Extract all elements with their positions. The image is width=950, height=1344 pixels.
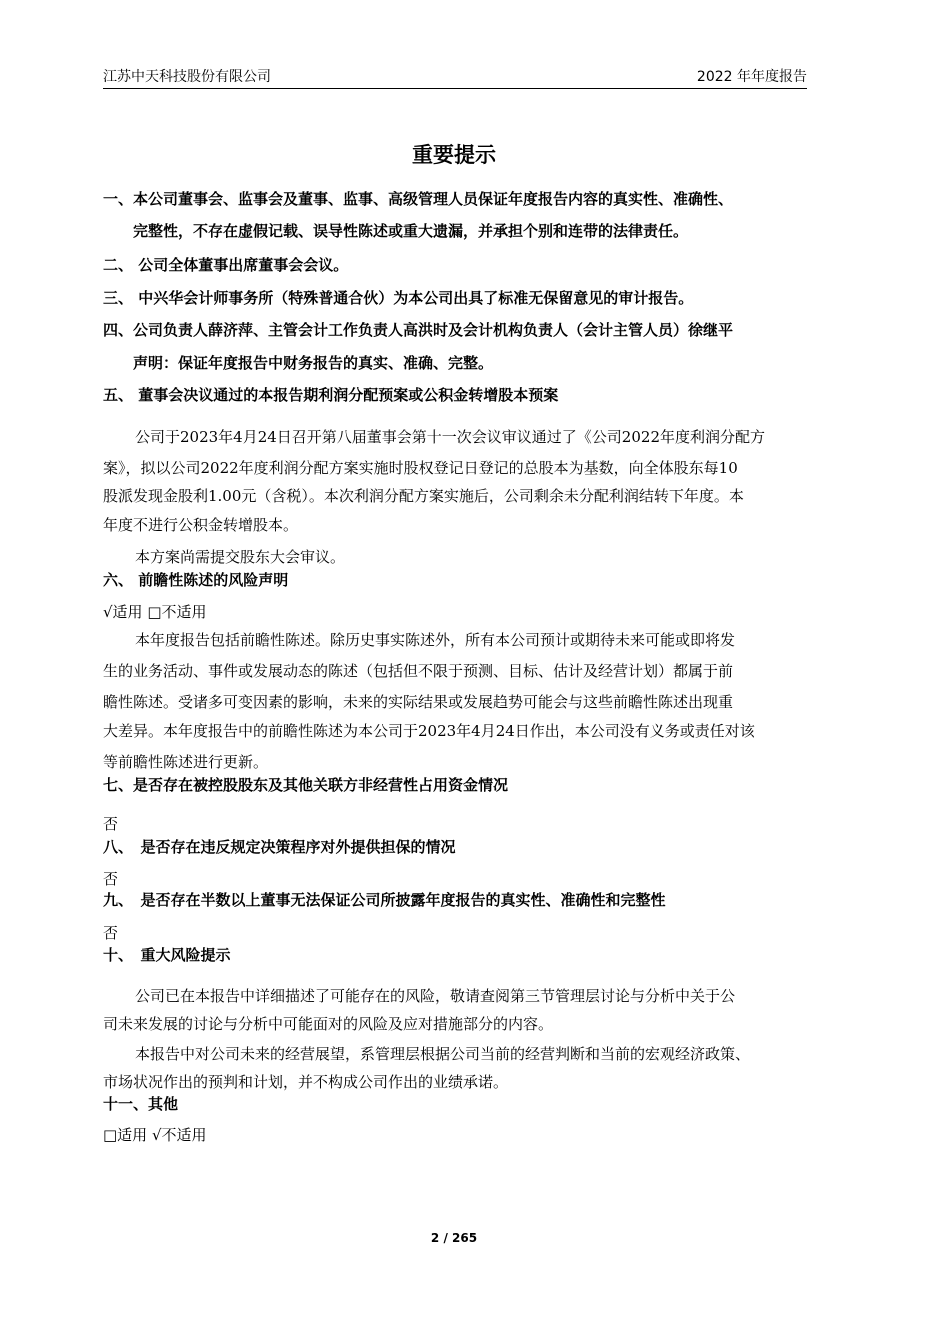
item-6-paragraph-line-2: 生的业务活动、事件或发展动态的陈述（包括但不限于预测、目标、估计及经营计划）都属于前 bbox=[103, 662, 734, 680]
item-5-paragraph-line-2: 案》，拟以公司2022年度利润分配方案实施时股权登记日登记的总股本为基数，向全体股东每10 bbox=[103, 459, 738, 477]
item-5-heading: 五、 董事会决议通过的本报告期利润分配预案或公积金转增股本预案 bbox=[103, 386, 559, 404]
item-5-paragraph-line-3: 股派发现金股利1.00元（含税）。本次利润分配方案实施后，公司剩余未分配利润结转下年度。本 bbox=[103, 487, 744, 505]
page-title: 重要提示 bbox=[412, 143, 496, 167]
item-10-paragraph-line-1: 公司已在本报告中详细描述了可能存在的风险，敬请查阅第三节管理层讨论与分析中关于公 bbox=[135, 987, 736, 1005]
item-1-line-1: 一、本公司董事会、监事会及董事、监事、高级管理人员保证年度报告内容的真实性、准确性、 bbox=[103, 190, 734, 208]
header-company: 江苏中天科技股份有限公司 bbox=[103, 69, 271, 85]
header-divider bbox=[103, 88, 807, 89]
item-9-heading: 九、 是否存在半数以上董事无法保证公司所披露年度报告的真实性、准确性和完整性 bbox=[103, 891, 666, 909]
item-7-answer: 否 bbox=[103, 815, 119, 833]
item-9-answer: 否 bbox=[103, 924, 119, 942]
item-8-answer: 否 bbox=[103, 870, 119, 888]
item-6-paragraph-line-1: 本年度报告包括前瞻性陈述。除历史事实陈述外，所有本公司预计或期待未来可能或即将发 bbox=[135, 631, 736, 649]
item-11-applicability: □适用 √不适用 bbox=[103, 1126, 207, 1144]
item-10-paragraph-line-3: 本报告中对公司未来的经营展望，系管理层根据公司当前的经营判断和当前的宏观经济政策、 bbox=[135, 1045, 751, 1063]
item-5-paragraph-line-4: 年度不进行公积金转增股本。 bbox=[103, 516, 299, 534]
item-10-paragraph-line-2: 司未来发展的讨论与分析中可能面对的风险及应对措施部分的内容。 bbox=[103, 1015, 554, 1033]
item-7-heading: 七、是否存在被控股股东及其他关联方非经营性占用资金情况 bbox=[103, 776, 509, 794]
item-1-line-2: 完整性，不存在虚假记载、误导性陈述或重大遗漏，并承担个别和连带的法律责任。 bbox=[133, 222, 689, 240]
item-6-paragraph-line-4: 大差异。本年度报告中的前瞻性陈述为本公司于2023年4月24日作出，本公司没有义务或责任对该 bbox=[103, 722, 755, 740]
item-5-paragraph-line-5: 本方案尚需提交股东大会审议。 bbox=[135, 548, 346, 566]
item-8-heading: 八、 是否存在违反规定决策程序对外提供担保的情况 bbox=[103, 838, 456, 856]
item-4-line-1: 四、公司负责人薛济萍、主管会计工作负责人高洪时及会计机构负责人（会计主管人员）徐继平 bbox=[103, 321, 734, 339]
page-number: 2 / 265 bbox=[430, 1231, 478, 1245]
item-10-heading: 十、 重大风险提示 bbox=[103, 946, 231, 964]
item-6-heading: 六、 前瞻性陈述的风险声明 bbox=[103, 571, 289, 589]
item-5-paragraph-line-1: 公司于2023年4月24日召开第八届董事会第十一次会议审议通过了《公司2022年度利润分配方 bbox=[135, 428, 765, 446]
header-report-title: 2022 年年度报告 bbox=[696, 69, 807, 85]
item-6-paragraph-line-5: 等前瞻性陈述进行更新。 bbox=[103, 753, 269, 771]
item-2: 二、 公司全体董事出席董事会会议。 bbox=[103, 256, 349, 274]
item-3: 三、 中兴华会计师事务所（特殊普通合伙）为本公司出具了标准无保留意见的审计报告。 bbox=[103, 289, 694, 307]
item-11-heading: 十一、其他 bbox=[103, 1095, 179, 1113]
item-6-applicability: √适用 □不适用 bbox=[103, 603, 207, 621]
item-6-paragraph-line-3: 瞻性陈述。受诸多可变因素的影响，未来的实际结果或发展趋势可能会与这些前瞻性陈述出现重 bbox=[103, 693, 734, 711]
item-10-paragraph-line-4: 市场状况作出的预判和计划，并不构成公司作出的业绩承诺。 bbox=[103, 1073, 509, 1091]
item-4-line-2: 声明：保证年度报告中财务报告的真实、准确、完整。 bbox=[133, 354, 494, 372]
